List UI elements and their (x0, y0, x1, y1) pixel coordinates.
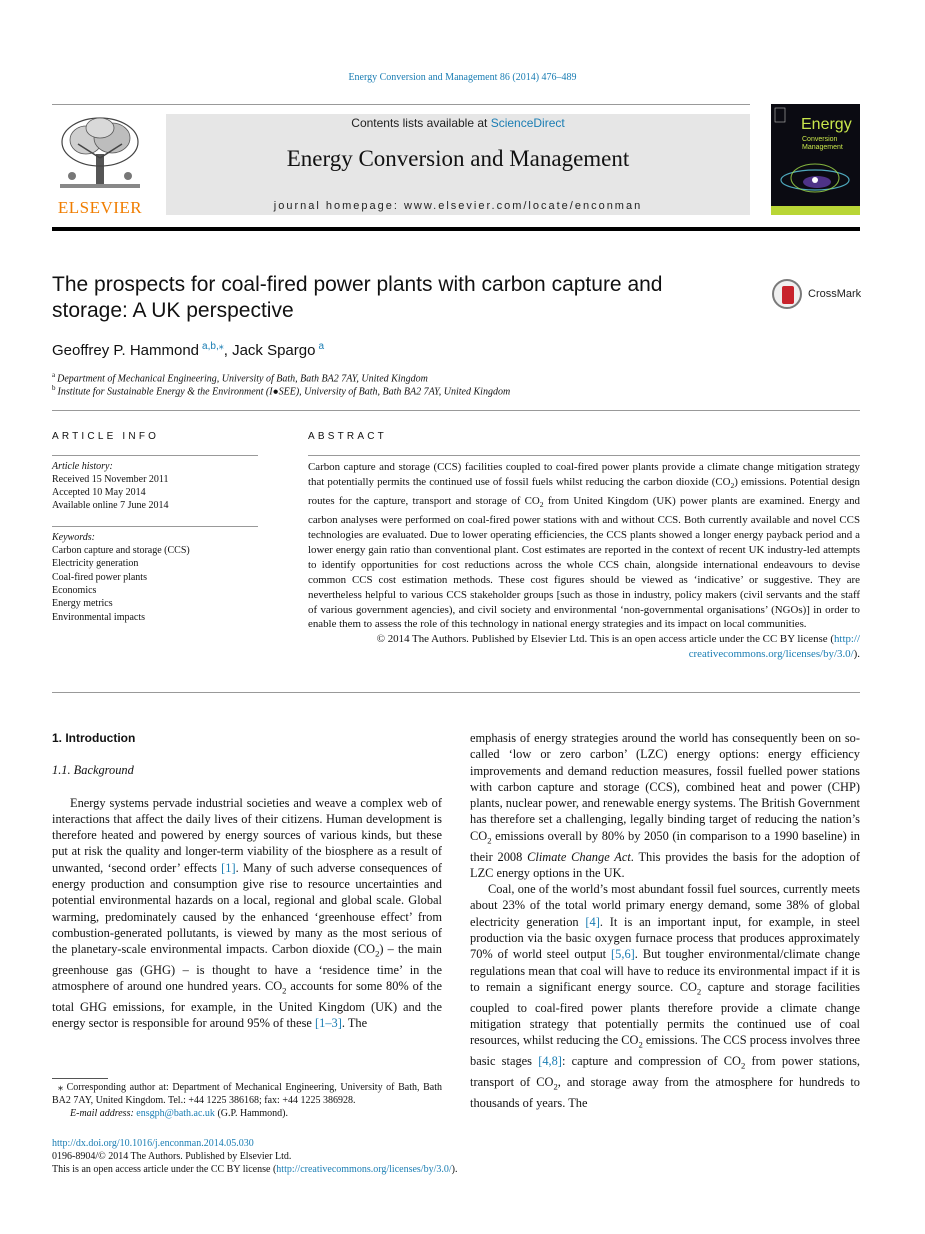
doi-link[interactable]: http://dx.doi.org/10.1016/j.enconman.2014.05.030 (52, 1138, 254, 1149)
header-rule (52, 104, 750, 105)
affiliation-a (52, 371, 428, 384)
elsevier-wordmark: ELSEVIER (57, 198, 143, 217)
affiliation-b-marker: b (52, 384, 56, 392)
crossmark-button[interactable] (772, 279, 862, 311)
title-line-2: storage: A UK perspective (52, 299, 294, 322)
received-date: Received 15 November 2011 (52, 474, 169, 485)
elsevier-tree-icon (56, 114, 144, 192)
journal-banner (166, 114, 750, 215)
publisher-logo[interactable] (52, 114, 148, 216)
journal-title: Energy Conversion and Management (286, 146, 630, 171)
corresponding-author-footnote (52, 1081, 442, 1121)
section-heading: 1. Introduction (52, 731, 136, 745)
body-right-column (470, 730, 860, 1111)
reference-link[interactable]: [4,8] (538, 1054, 562, 1069)
history-label: Article history: (52, 461, 113, 472)
info-rule (52, 526, 258, 527)
divider (52, 692, 860, 693)
abstract-rule (308, 455, 860, 456)
title-line-1: The prospects for coal-fired power plants with carbon capture and (52, 273, 663, 296)
keyword: Economics (52, 585, 97, 596)
contents-prefix: Contents lists available at (351, 116, 491, 130)
abstract-heading: ABSTRACT (308, 431, 387, 442)
sciencedirect-link[interactable]: ScienceDirect (490, 116, 565, 130)
article-info-heading: ARTICLE INFO (52, 431, 160, 442)
contents-line (166, 116, 750, 130)
reference-link[interactable]: [1–3] (315, 1016, 342, 1031)
keyword: Energy metrics (52, 598, 113, 609)
corresponding-author-ref[interactable]: ⁎ (218, 341, 224, 352)
license-link[interactable]: creativecommons.org/licenses/by/3.0/ (688, 648, 854, 661)
author-list (52, 341, 324, 359)
email-link[interactable]: ensgph@bath.ac.uk (136, 1108, 215, 1120)
online-date: Available online 7 June 2014 (52, 500, 169, 511)
author-separator: , (223, 342, 233, 359)
cover-subtitle (802, 136, 843, 152)
footnote-rule (52, 1078, 108, 1079)
author-1-affiliation-ref[interactable]: a,b, (202, 341, 219, 352)
keyword: Environmental impacts (52, 612, 146, 623)
divider (52, 410, 860, 411)
body-paragraph: Coal, one of the world’s most abundant fossil fuel sources, currently meets about 23% of the total world primary energy demand, some 38% of global electricity generation [4]. It is an important input, for example, in steel production via the basic oxygen furnace process that produces approximately 70% of world steel output [5,6]. But tougher environmental/climate change regulations mean that coal will have to reduce its environmental impact if it is to remain a significant energy source. $CO_2$ capture and storage facilities coupled to coal-fired power plants therefore provide a climate change mitigation strategy that potentially permits the continued use of coal resources, whilst reducing the $CO_2$ emissions. The CCS process involves three basic stages [4,8]: capture and compression of $CO_2$ from power stations, transport of $CO_2$, and storage away from the atmosphere for hundreds to thousands of years. The (470, 882, 861, 1110)
crossmark-icon (772, 279, 802, 309)
accepted-date: Accepted 10 May 2014 (52, 487, 146, 498)
reference-link[interactable]: [5,6] (611, 947, 635, 962)
body-paragraph: Energy systems pervade industrial societies and weave a complex web of interactions that affect the daily lives of their citizens. Human development is therefore heated and powered by energy sources of various kinds, but these put at risk the quality and longer-term viability of the biosphere as a result of unwanted, ‘second order’ effects [1]. Many of such adverse consequences of energy production and consumption give rise to resource uncertainties and potential environmental hazards on a local, regional and global scale. Global warming, predominately caused by the enhanced ‘greenhouse effect’ from combustion-generated pollutants, is viewed by many as the most serious of the planetary-scale environmental impacts. Carbon dioxide $(CO_2)$ – the main greenhouse gas (GHG) – is thought to have a ‘residence time’ in the atmosphere of around one hundred years. $CO_2$ accounts for some 80% of the total GHG emissions, for example, in the United Kingdom (UK) and the energy sector is responsible for around 95% of these [1–3]. The (52, 795, 443, 1031)
page-bottom-info (52, 1137, 457, 1177)
license-line: This is an open access article under the CC BY license (http://creativecommons.org/licenses/by/3.0/). (52, 1164, 458, 1176)
license-link[interactable]: http://creativecommons.org/licenses/by/3.0/ (276, 1164, 452, 1176)
email-label: E-mail address: (70, 1108, 137, 1120)
email-suffix: (G.P. Hammond). (214, 1108, 288, 1120)
journal-citation[interactable]: Energy Conversion and Management 86 (2014) 476–489 (348, 72, 577, 83)
journal-cover-image[interactable] (771, 104, 860, 215)
cover-strip (771, 206, 860, 215)
cover-subtitle-1: Conversion (802, 136, 838, 143)
header-thick-rule (52, 227, 860, 231)
abstract-body (308, 460, 860, 662)
abstract-paragraph: Carbon capture and storage (CCS) facilities coupled to coal-fired power plants provide a climate change mitigation strategy that potentially permits the continued use of fossil fuels whilst reducing the carbon dioxide $(CO_2)$ emissions. Potential design routes for the capture, transport and storage of $CO_2$ from United Kingdom (UK) power plants are examined. Energy and carbon analyses were performed on coal-fired power stations with and without CCS. Both currently available and novel CCS technologies are evaluated. Due to lower operating efficiencies, the CCS plants showed a longer energy payback period and a lower energy gain ratio than conventional plant. Cost estimates are reported in the context of recent UK industry-led attempts to identify opportunities for cost reductions across the whole CCS chain, alongside international endeavours to devise common CCS cost estimation methods. These cost figures should be viewed as ‘indicative’ or suggestive. They are nevertheless helpful to various CCS stakeholder groups [such as those in industry, policy makers (civil servants and the staff of various government agencies), and civil society and environmental ‘non-governmental organisations’ (NGOs)] in order to enable them to assess the role of this technology in national energy strategies and its impact on local communities. (308, 461, 860, 631)
cover-title: Energy (801, 116, 852, 133)
keyword: Electricity generation (52, 558, 139, 569)
keywords-label: Keywords: (52, 532, 95, 543)
body-left-column (52, 730, 442, 1032)
abstract-license: © 2014 The Authors. Published by Elsevier Ltd. This is an open access article under the CC BY license (http:// creativecommons.org/licenses/by/3.0/). (376, 633, 860, 661)
keyword: Carbon capture and storage (CCS) (52, 545, 190, 556)
body-paragraph: emphasis of energy strategies around the world has consequently been on so-called ‘low or zero carbon’ (LZC) energy options: energy efficiency improvements and demand reduction measures, fossil fuelled power stations with carbon capture and storage (CCS), combined heat and power (CHP) plants, nuclear power, and renewable energy systems. The British Government has therefore set a challenging, legally binding target of reducing the nation’s $CO_2$ emissions overall by 80% by 2050 (in comparison to a 1990 baseline) in their 2008 Climate Change Act. This provides the basis for the adoption of LZC energy options in the UK. (470, 731, 861, 880)
affiliation-b-text: Institute for Sustainable Energy & the Environment (I●SEE), University of Bath, Bath BA2 7AY, United Kingdom (57, 386, 511, 398)
keyword: Coal-fired power plants (52, 572, 147, 583)
info-rule (52, 455, 258, 456)
footnote-text: Corresponding author at: Department of Mechanical Engineering, University of Bath, Bath BA2 7AY, United Kingdom. Tel.: +44 1225 386168; fax: +44 1225 386928. (52, 1082, 442, 1107)
affiliation-a-marker: a (52, 371, 56, 379)
license-link[interactable]: http:// (833, 633, 860, 646)
cover-subtitle-2: Management (802, 144, 843, 151)
subsection-heading: 1.1. Background (52, 763, 134, 778)
reference-link[interactable]: [4] (585, 914, 600, 929)
author-spargo[interactable]: Jack Spargo (232, 342, 316, 359)
footnote-marker: ⁎ (58, 1082, 63, 1093)
article-title (52, 272, 752, 324)
affiliation-a-text: Department of Mechanical Engineering, University of Bath, Bath BA2 7AY, United Kingdom (57, 373, 428, 385)
author-hammond[interactable]: Geoffrey P. Hammond (52, 342, 200, 359)
issn-line: 0196-8904/© 2014 The Authors. Published by Elsevier Ltd. (52, 1151, 292, 1163)
crossmark-label: CrossMark (808, 288, 862, 300)
author-2-affiliation-ref[interactable]: a (318, 341, 325, 352)
affiliation-b (52, 384, 510, 397)
journal-homepage[interactable]: journal homepage: www.elsevier.com/locate/enconman (273, 200, 643, 212)
reference-link[interactable]: [1] (221, 860, 236, 875)
